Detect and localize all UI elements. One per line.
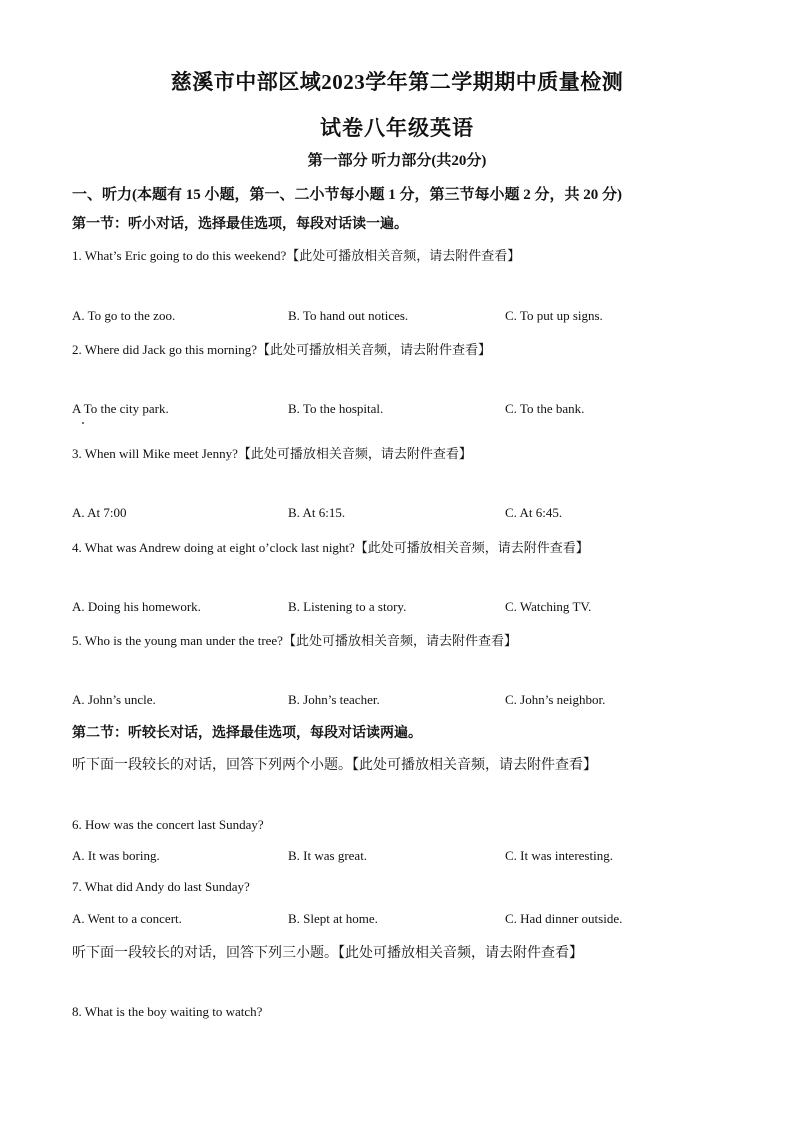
option-3c: C. At 6:45. — [505, 505, 563, 520]
option-3b: B. At 6:15. — [288, 505, 346, 520]
option-3a: A. At 7:00 — [72, 505, 127, 520]
option-7a: A. Went to a concert. — [72, 911, 182, 926]
exam-title: 慈溪市中部区域2023学年第二学期期中质量检测 — [170, 70, 624, 94]
question-6: 6. How was the concert last Sunday? — [72, 817, 264, 832]
option-5b: B. John’s teacher. — [288, 692, 380, 707]
question-3: 3. When will Mike meet Jenny?【此处可播放相关音频，请去附件查看】 — [72, 446, 472, 461]
option-4c: C. Watching TV. — [505, 599, 592, 614]
option-2b: B. To the hospital. — [288, 401, 384, 416]
instruction-two-questions: 听下面一段较长的对话，回答下列两个小题。【此处可播放相关音频，请去附件查看】 — [72, 758, 597, 773]
option-7b: B. Slept at home. — [288, 911, 378, 926]
option-6c: C. It was interesting. — [505, 848, 613, 863]
option-2c: C. To the bank. — [505, 401, 585, 416]
option-7c: C. Had dinner outside. — [505, 911, 623, 926]
subsection-heading-1: 第一节：听小对话，选择最佳选项，每段对话读一遍。 — [72, 217, 408, 232]
question-8: 8. What is the boy waiting to watch? — [72, 1004, 263, 1019]
section-heading: 一、听力(本题有 15 小题，第一、二小节每小题 1 分，第三节每小题 2 分，共 20 分) — [72, 187, 622, 203]
instruction-three-questions: 听下面一段较长的对话，回答下列三小题。【此处可播放相关音频，请去附件查看】 — [72, 946, 583, 961]
option-6a: A. It was boring. — [72, 848, 160, 863]
question-1: 1. What’s Eric going to do this weekend?【此处可播放相关音频，请去附件查看】 — [72, 248, 521, 263]
option-1c: C. To put up signs. — [505, 308, 603, 323]
option-5c: C. John’s neighbor. — [505, 692, 606, 707]
question-2: 2. Where did Jack go this morning?【此处可播放相关音频，请去附件查看】 — [72, 342, 491, 357]
question-4: 4. What was Andrew doing at eight o’clock last night?【此处可播放相关音频，请去附件查看】 — [72, 540, 589, 555]
option-5a: A. John’s uncle. — [72, 692, 156, 707]
option-1b: B. To hand out notices. — [288, 308, 409, 323]
option-1a: A. To go to the zoo. — [72, 308, 176, 323]
part-heading: 第一部分 听力部分(共20分) — [307, 153, 487, 169]
dot-mark — [82, 422, 84, 424]
option-6b: B. It was great. — [288, 848, 368, 863]
option-4b: B. Listening to a story. — [288, 599, 407, 614]
exam-subtitle: 试卷八年级英语 — [320, 116, 474, 140]
subsection-heading-2: 第二节：听较长对话，选择最佳选项，每段对话读两遍。 — [72, 726, 422, 741]
option-2a: A To the city park. — [72, 401, 169, 416]
question-5: 5. Who is the young man under the tree?【此处可播放相关音频，请去附件查看】 — [72, 633, 517, 648]
option-4a: A. Doing his homework. — [72, 599, 201, 614]
question-7: 7. What did Andy do last Sunday? — [72, 879, 250, 894]
